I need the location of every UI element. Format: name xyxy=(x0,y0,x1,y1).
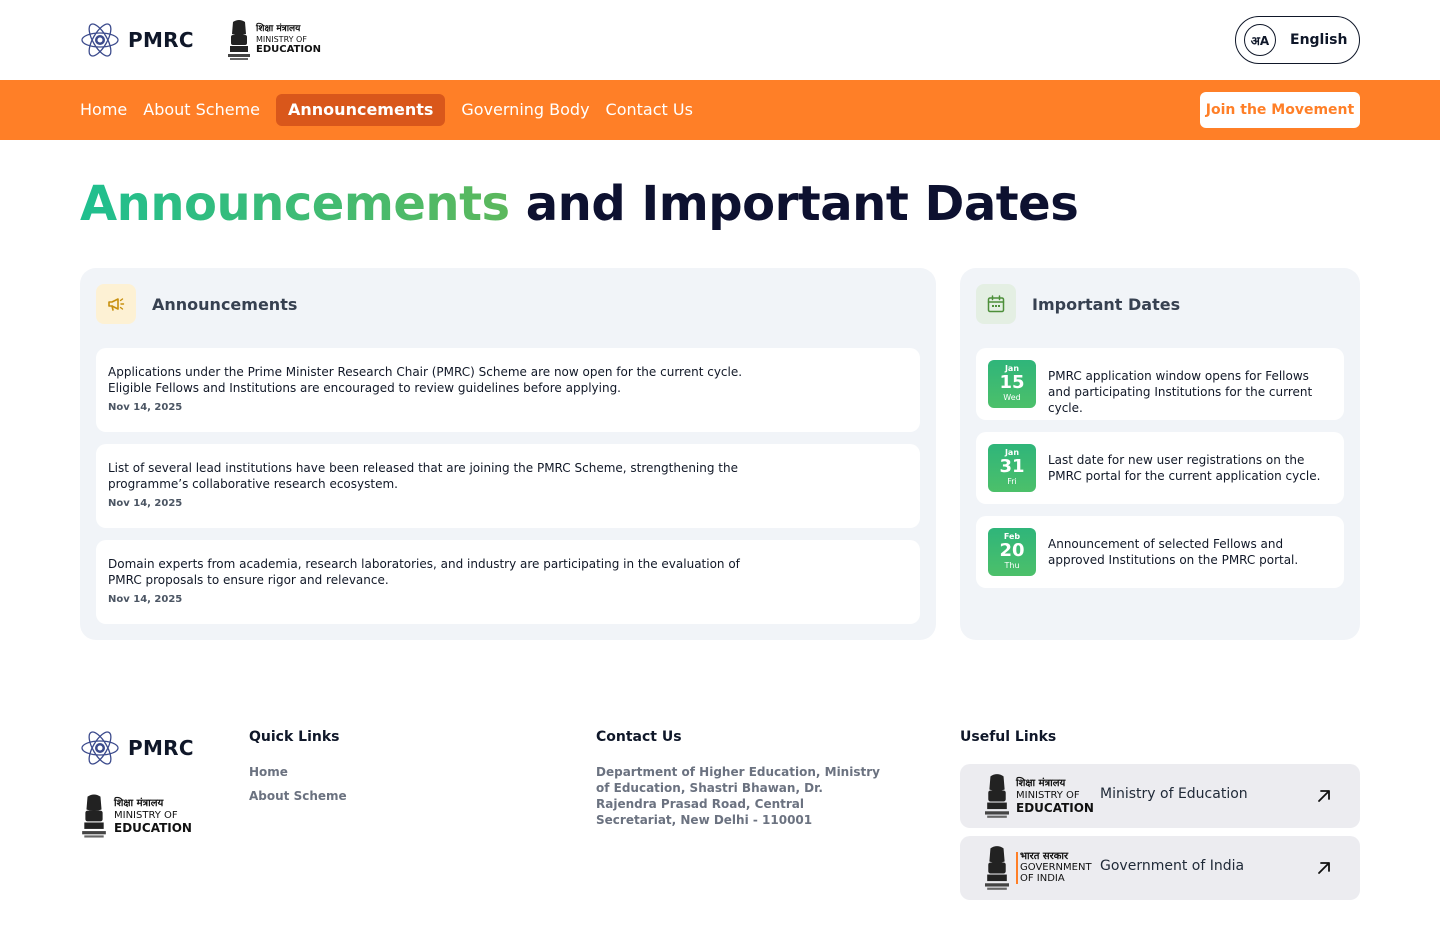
date-description: PMRC application window opens for Fellows and participating Institutions for the current cycle. xyxy=(1048,369,1313,415)
footer-pmrc-logo[interactable] xyxy=(80,726,194,770)
national-emblem-icon xyxy=(982,772,1012,820)
footer-link-home[interactable]: Home xyxy=(249,765,288,779)
external-link-arrow-icon xyxy=(1314,858,1334,878)
ministry-hindi: शिक्षा मंत्रालय xyxy=(114,797,164,809)
ministry-of-education-logo[interactable] xyxy=(226,18,321,62)
nav-announcements[interactable]: Announcements xyxy=(276,94,445,126)
atom-logo-icon xyxy=(80,18,120,62)
important-dates-heading: Important Dates xyxy=(1032,294,1181,314)
national-emblem-icon xyxy=(80,792,108,840)
useful-link-ministry-of-education[interactable] xyxy=(960,764,1360,828)
date-day: 15 xyxy=(999,372,1025,393)
useful-link-label: Ministry of Education xyxy=(1100,786,1248,802)
important-dates-panel xyxy=(960,268,1360,640)
date-day: 20 xyxy=(999,540,1025,561)
useful-link-government-of-india[interactable] xyxy=(960,836,1360,900)
language-label: English xyxy=(1290,32,1348,48)
date-item[interactable] xyxy=(976,432,1344,504)
page-title xyxy=(80,176,1078,232)
logo-line2: OF INDIA xyxy=(1020,873,1065,884)
logo-line1: GOVERNMENT xyxy=(1020,862,1092,873)
logo-line2: EDUCATION xyxy=(1016,800,1094,815)
footer-link-about-scheme[interactable]: About Scheme xyxy=(249,789,347,803)
goi-logo xyxy=(982,844,1092,892)
date-weekday: Fri xyxy=(1007,477,1017,486)
language-selector-button[interactable] xyxy=(1235,16,1360,64)
ministry-logo xyxy=(982,772,1094,820)
quick-links-heading: Quick Links xyxy=(249,729,340,745)
nav-home[interactable]: Home xyxy=(80,100,128,119)
national-emblem-icon xyxy=(226,18,252,62)
announcement-text: Applications under the Prime Minister Research Chair (PMRC) Scheme are now open for the current cycle. Eligible Fellows and Institutions are encouraged to review guidelines before applying. xyxy=(108,365,743,395)
national-emblem-icon xyxy=(982,844,1012,892)
page-title-accent: Announcements xyxy=(80,176,510,232)
date-day: 31 xyxy=(999,456,1025,477)
date-description: Announcement of selected Fellows and approved Institutions on the PMRC portal. xyxy=(1048,537,1299,567)
megaphone-icon xyxy=(96,284,136,324)
main-navigation xyxy=(0,80,1440,140)
announcement-date: Nov 14, 2025 xyxy=(108,402,183,413)
ministry-line2: EDUCATION xyxy=(114,820,192,835)
date-weekday: Wed xyxy=(1003,393,1021,402)
brand-name: PMRC xyxy=(128,28,194,52)
announcements-panel xyxy=(80,268,936,640)
date-month: Feb xyxy=(1003,532,1021,541)
contact-heading: Contact Us xyxy=(596,729,682,745)
atom-logo-icon xyxy=(80,726,120,770)
announcement-item[interactable] xyxy=(96,540,920,624)
logo-line1: MINISTRY OF xyxy=(1016,789,1080,801)
calendar-badge xyxy=(988,360,1036,408)
announcement-date: Nov 14, 2025 xyxy=(108,594,183,605)
announcements-heading: Announcements xyxy=(152,294,298,314)
ministry-line1: MINISTRY OF xyxy=(114,809,178,821)
calendar-icon xyxy=(976,284,1016,324)
logo-hindi: शिक्षा मंत्रालय xyxy=(1016,777,1066,789)
date-month: Jan xyxy=(1004,364,1020,373)
calendar-badge xyxy=(988,444,1036,492)
announcement-item[interactable] xyxy=(96,444,920,528)
nav-about-scheme[interactable]: About Scheme xyxy=(143,100,261,119)
top-header xyxy=(0,0,1440,80)
ministry-hindi: शिक्षा मंत्रालय xyxy=(256,24,301,34)
footer-ministry-logo[interactable] xyxy=(80,792,192,840)
announcement-text: Domain experts from academia, research laboratories, and industry are participating in the evaluation of PMRC proposals to ensure rigor and relevance. xyxy=(108,557,740,587)
date-item[interactable] xyxy=(976,516,1344,588)
nav-governing-body[interactable]: Governing Body xyxy=(461,100,590,119)
useful-links-heading: Useful Links xyxy=(960,729,1057,745)
date-description: Last date for new user registrations on the PMRC portal for the current application cycle. xyxy=(1048,453,1321,483)
announcement-item[interactable] xyxy=(96,348,920,432)
translate-icon: अA xyxy=(1244,24,1276,56)
date-month: Jan xyxy=(1004,448,1020,457)
useful-link-label: Government of India xyxy=(1100,858,1245,874)
footer-brand-name: PMRC xyxy=(128,736,194,760)
calendar-badge xyxy=(988,528,1036,576)
date-weekday: Thu xyxy=(1004,561,1020,570)
ministry-line1: MINISTRY OF xyxy=(256,35,307,44)
external-link-arrow-icon xyxy=(1314,786,1334,806)
ministry-line2: EDUCATION xyxy=(256,44,321,55)
contact-address: Department of Higher Education, Ministry of Education, Shastri Bhawan, Dr. Rajendra Prasad Road, Central Secretariat, New Delhi - 110001 xyxy=(596,765,880,827)
pmrc-logo[interactable] xyxy=(80,18,194,62)
announcement-text: List of several lead institutions have been released that are joining the PMRC Scheme, strengthening the programme’s collaborative research ecosystem. xyxy=(108,461,738,491)
date-item[interactable] xyxy=(976,348,1344,420)
logo-hindi: भारत सरकार xyxy=(1020,851,1069,862)
join-the-movement-button[interactable]: Join the Movement xyxy=(1200,92,1360,128)
announcement-date: Nov 14, 2025 xyxy=(108,498,183,509)
page-title-rest: and Important Dates xyxy=(509,176,1079,232)
nav-contact-us[interactable]: Contact Us xyxy=(605,100,693,119)
